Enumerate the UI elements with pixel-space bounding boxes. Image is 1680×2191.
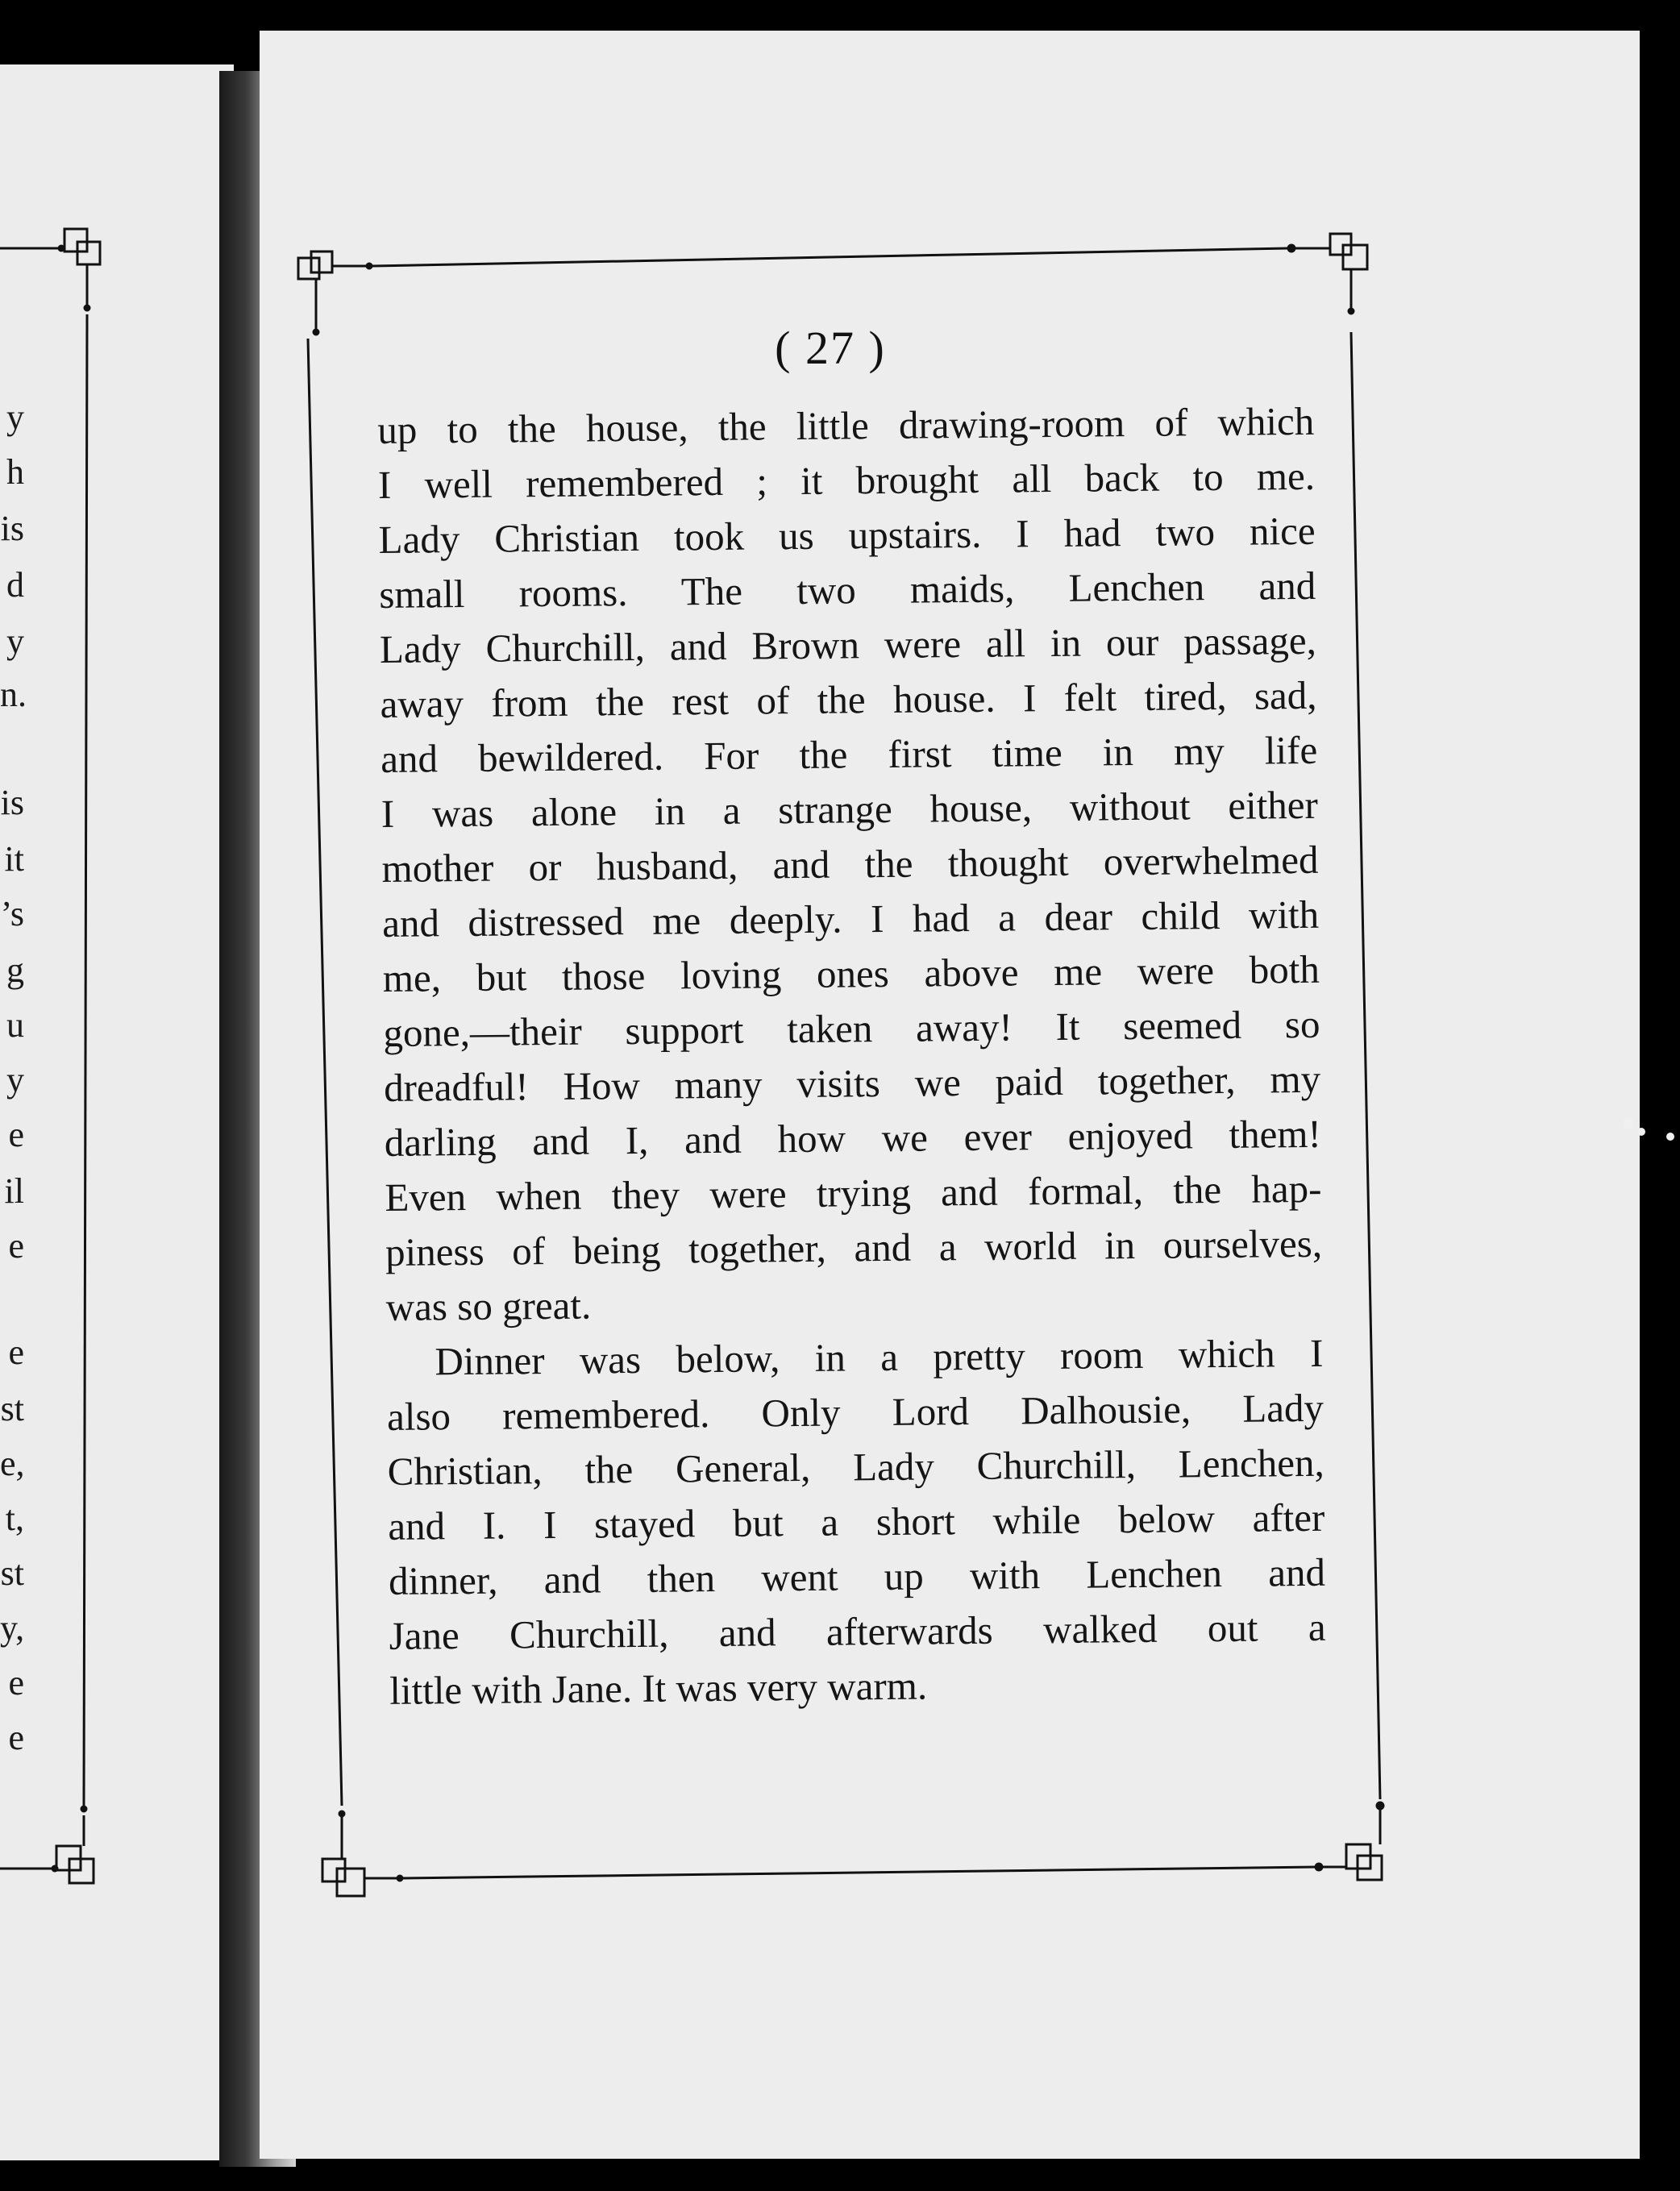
text-line: Lady Christian took us upstairs. I had two nice: [378, 508, 1316, 562]
margin-letter: d: [6, 565, 24, 605]
text-line: mother or husband, and the thought overwhelmed: [381, 837, 1319, 891]
text-line: piness of being together, and a world in ourselves,: [385, 1220, 1323, 1274]
margin-letter: e: [8, 1115, 24, 1154]
text-line: and distressed me deeply. I had a dear child with: [381, 892, 1320, 946]
margin-letter: u: [6, 1005, 24, 1045]
margin-letter: e: [8, 1332, 24, 1372]
text-line: dinner, and then went up with Lenchen and: [388, 1549, 1326, 1603]
margin-letter: e: [8, 1663, 24, 1702]
margin-letter: e,: [0, 1444, 25, 1483]
margin-letter: il: [4, 1171, 24, 1211]
text-line: and I. I stayed but a short while below after: [388, 1495, 1325, 1549]
margin-letter: is: [0, 783, 24, 822]
margin-letter: y: [6, 397, 24, 437]
margin-letter: g: [6, 950, 24, 990]
text-line: also remembered. Only Lord Dalhousie, Lady: [386, 1385, 1324, 1439]
margin-letter: st: [0, 1389, 24, 1428]
text-line: Jane Churchill, and afterwards walked out a: [389, 1604, 1326, 1658]
text-line: darling and I, and how we ever enjoyed them!: [384, 1111, 1322, 1165]
left-page: [0, 64, 234, 2160]
margin-letter: it: [4, 839, 24, 879]
text-line: and bewildered. For the first time in my life: [380, 727, 1318, 781]
margin-letter: y,: [0, 1608, 25, 1648]
text-line: gone,—their support taken away! It seemed so: [383, 1001, 1320, 1055]
margin-letter: h: [6, 452, 24, 492]
margin-letter: y: [6, 622, 24, 661]
margin-letter: ’s: [0, 894, 24, 933]
margin-letter: n.: [0, 675, 27, 714]
text-line: little with Jane. It was very warm.: [389, 1663, 928, 1713]
text-line: away from the rest of the house. I felt tired, sad,: [380, 672, 1317, 726]
page-body: [377, 394, 1327, 1719]
text-line: me, but those loving ones above me were both: [382, 946, 1320, 1000]
margin-letter: e: [8, 1718, 24, 1757]
margin-letter: st: [0, 1553, 24, 1593]
margin-letter: t,: [5, 1499, 24, 1538]
text-line: I was alone in a strange house, without either: [380, 782, 1319, 836]
text-line: Even when they were trying and formal, the hap-: [385, 1166, 1322, 1220]
text-line: Lady Churchill, and Brown were all in our passage,: [379, 617, 1317, 671]
text-line: dreadful! How many visits we paid together, my: [383, 1056, 1321, 1110]
margin-letter: e: [8, 1226, 24, 1266]
text-line: I well remembered ; it brought all back to me.: [377, 453, 1316, 507]
text-line: Dinner was below, in a pretty room which I: [435, 1330, 1324, 1384]
margin-letter: y: [6, 1060, 24, 1100]
margin-letter: is: [0, 509, 24, 548]
text-line: up to the house, the little drawing-room of which: [377, 398, 1315, 452]
paragraph: [386, 1326, 1327, 1719]
text-line: Christian, the General, Lady Churchill, Lenchen,: [387, 1440, 1324, 1494]
paragraph: [377, 394, 1323, 1335]
text-line: small rooms. The two maids, Lenchen and: [379, 563, 1316, 617]
page-number: ( 27 ): [775, 322, 886, 374]
text-line: was so great.: [385, 1283, 592, 1329]
